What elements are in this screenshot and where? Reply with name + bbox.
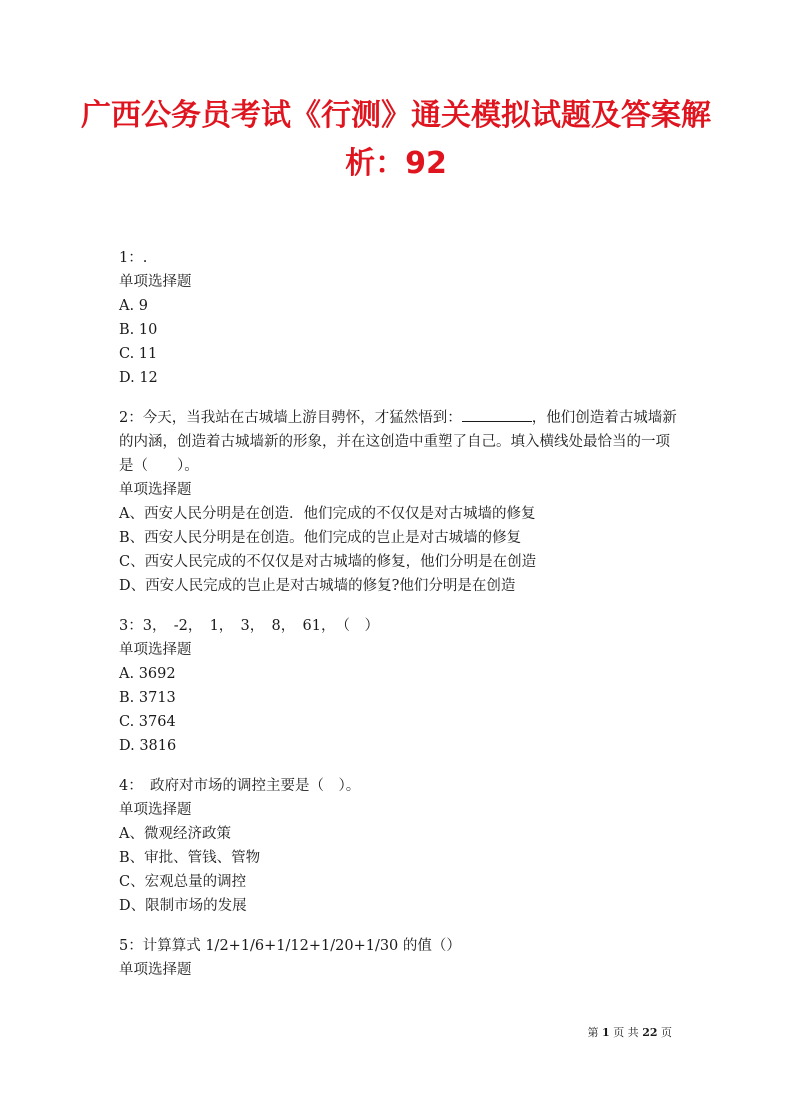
question-type: 单项选择题 — [119, 802, 192, 818]
option-b: B、审批、管钱、管物 — [119, 850, 261, 866]
footer-suffix: 页 — [661, 1026, 672, 1039]
option-c: C、西安人民完成的不仅仅是对古城墙的修复，他们分明是在创造 — [119, 554, 537, 570]
option-a: A. 9 — [119, 298, 148, 314]
total-page-count: 22 — [642, 1026, 658, 1039]
question-5 — [119, 934, 679, 982]
option-d: D、西安人民完成的岂止是对古城墙的修复?他们分明是在创造 — [119, 578, 516, 594]
question-stem: 5：计算算式 1/2+1/6+1/12+1/20+1/30 的值（） — [119, 938, 461, 954]
fill-in-blank — [462, 407, 532, 422]
option-c: C. 3764 — [119, 714, 176, 730]
question-3 — [119, 614, 679, 758]
question-stem: 4： 政府对市场的调控主要是（ ）。 — [119, 778, 361, 794]
question-4 — [119, 774, 679, 918]
question-stem-part-1: 2：今天，当我站在古城墙上游目骋怀，才猛然悟到： — [119, 410, 462, 426]
question-stem — [119, 406, 679, 478]
question-stem: 1：. — [119, 250, 148, 266]
page-footer — [588, 1024, 672, 1040]
question-list — [119, 246, 679, 998]
question-1 — [119, 246, 679, 390]
document-title: 广西公务员考试《行测》通关模拟试题及答案解析：92 — [81, 98, 711, 181]
option-b: B、西安人民分明是在创造。他们完成的岂止是对古城墙的修复 — [119, 530, 522, 546]
option-c: C、宏观总量的调控 — [119, 874, 247, 890]
question-type: 单项选择题 — [119, 642, 192, 658]
footer-prefix: 第 — [587, 1026, 599, 1039]
option-a: A、西安人民分明是在创造．他们完成的不仅仅是对古城墙的修复 — [119, 506, 536, 522]
question-type: 单项选择题 — [119, 482, 192, 498]
option-a: A. 3692 — [119, 666, 176, 682]
option-d: D、限制市场的发展 — [119, 898, 247, 914]
option-d: D. 3816 — [119, 738, 177, 754]
footer-middle: 页 共 — [613, 1026, 639, 1039]
option-b: B. 10 — [119, 322, 158, 338]
option-b: B. 3713 — [119, 690, 176, 706]
option-c: C. 11 — [119, 346, 158, 362]
question-stem-part-2: ，他们创造着古城墙新的内涵，创造着古城墙新的形象，并在这创造中重塑了自己。填入横线处最恰当的一项是（ ）。 — [119, 410, 677, 474]
option-a: A、微观经济政策 — [119, 826, 231, 842]
current-page-number: 1 — [602, 1026, 610, 1039]
option-d: D. 12 — [119, 370, 158, 386]
question-type: 单项选择题 — [119, 962, 192, 978]
question-stem: 3：3， -2， 1， 3， 8， 61， （ ） — [119, 618, 379, 634]
question-2 — [119, 406, 679, 598]
question-type: 单项选择题 — [119, 274, 192, 290]
